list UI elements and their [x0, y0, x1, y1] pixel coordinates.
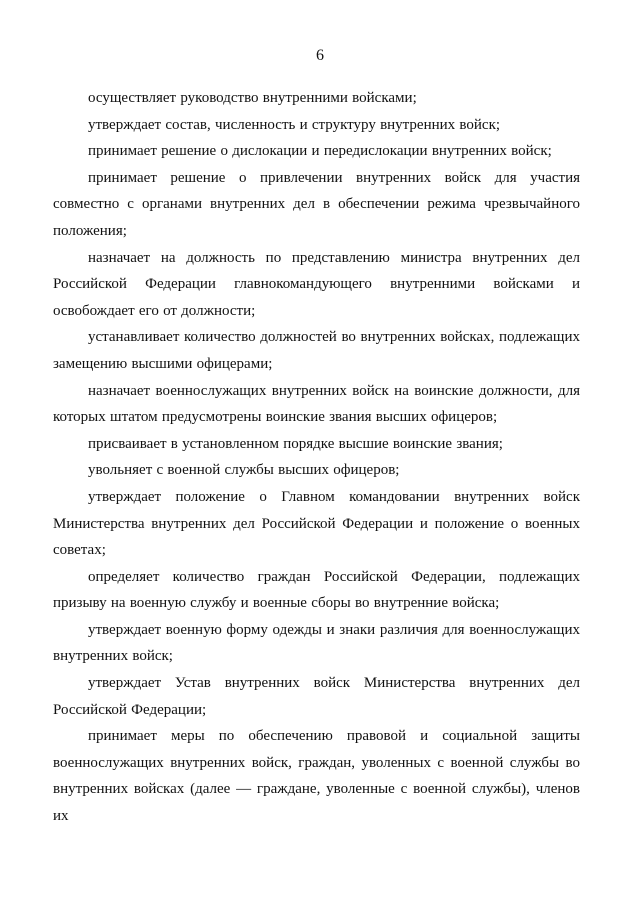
paragraph-11: определяет количество граждан Российской Федерации, подлежащих призыву на военную службу и военные сборы во внутренние войска; — [53, 568, 580, 612]
paragraph-5: назначает на должность по представлению министра внутренних дел Российской Федерации главнокомандующего внутренними войсками и освобождает его от должности; — [53, 249, 580, 319]
page-number: 6 — [316, 47, 324, 64]
paragraph-12: утверждает военную форму одежды и знаки различия для военнослужащих внутренних войск; — [53, 621, 580, 665]
paragraph-13: утверждает Устав внутренних войск Министерства внутренних дел Российской Федерации; — [53, 675, 580, 718]
paragraph-7: назначает военнослужащих внутренних войск на воинские должности, для которых штатом предусмотрены воинские звания высших офицеров; — [53, 382, 580, 426]
paragraph-8: присваивает в установленном порядке высшие воинские звания; — [88, 435, 503, 452]
paragraph-10: утверждает положение о Главном командовании внутренних войск Министерства внутренних дел Российской Федерации и положение о военных советах; — [53, 488, 580, 559]
paragraph-2: утверждает состав, численность и структуру внутренних войск; — [88, 116, 501, 133]
paragraph-14: принимает меры по обеспечению правовой и социальной защиты военнослужащих внутренних войск, граждан, уволенных с военной службы во внутренних войсках (далее — граждане, уволенные с военной службы), членов их — [53, 728, 580, 825]
document-body — [53, 85, 580, 830]
paragraph-9: увольняет с военной службы высших офицеров; — [88, 462, 400, 479]
paragraph-1: осуществляет руководство внутренними войсками; — [88, 90, 417, 106]
paragraph-3: принимает решение о дислокации и передислокации внутренних войск; — [88, 143, 552, 160]
paragraph-6: устанавливает количество должностей во внутренних войсках, подлежащих замещению высшими офицерами; — [53, 329, 580, 372]
paragraph-4: принимает решение о привлечении внутренних войск для участия совместно с органами внутренних дел в обеспечении режима чрезвычайного положения; — [53, 169, 580, 239]
